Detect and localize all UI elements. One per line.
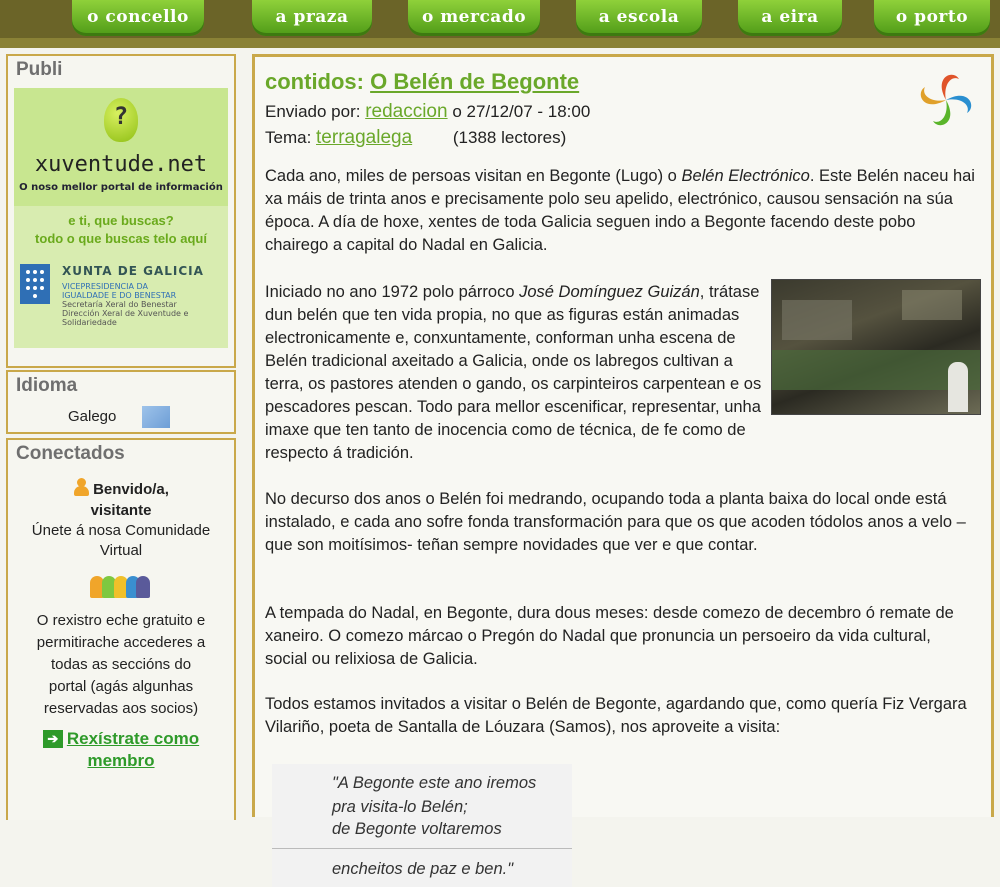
xuventude-ad-banner[interactable] [14, 88, 228, 348]
idioma-title: Idioma [16, 375, 78, 396]
info-line: reservadas aos socios) [43, 700, 199, 717]
idioma-box [6, 370, 236, 434]
nav-tab-concello[interactable]: o concello [72, 0, 204, 36]
conectados-box [6, 438, 236, 820]
poem-line: "A Begonte este ano iremos [332, 774, 537, 792]
nav-tab-mercado[interactable]: o mercado [408, 0, 540, 36]
ad-slogan-line-2: todo o que buscas telo aquí [35, 231, 207, 246]
article-paragraph-5: Todos estamos invitados a visitar o Belén de Begonte, agardando que, como quería Fiz Vergara Vilariño, poeta de Santalla de Lóuzara (Samos), nos aproveite a visita: [265, 695, 967, 736]
register-link[interactable]: Rexístrate como [66, 729, 200, 748]
article-paragraph-3: No decurso dos anos o Belén foi medrando, ocupando toda a planta baixa do local onde está instalado, e cada ano sofre fonda transformación para que os que acoden tódolos anos a velo –que son moitísimos- teñan sempre novidades que ver e que contar. [265, 490, 966, 554]
people-icon [90, 572, 150, 598]
poem-line: encheitos de paz e ben." [332, 860, 514, 878]
ad-top-panel [14, 88, 228, 206]
nav-tab-escola[interactable]: a escola [576, 0, 702, 36]
xunta-line: Secretaría Xeral do Benestar [62, 300, 177, 309]
belen-photo [771, 279, 981, 415]
nav-tab-porto[interactable]: o porto [874, 0, 990, 36]
xunta-block [20, 264, 224, 344]
xunta-line: Solidariedade [62, 318, 117, 327]
user-icon [73, 478, 89, 496]
quote-divider [272, 848, 572, 849]
nav-tab-praza[interactable]: a praza [252, 0, 372, 36]
sent-by-label: Enviado por: [265, 102, 361, 121]
ad-slogan [14, 212, 228, 248]
welcome-text: Benvido/a, [93, 481, 169, 498]
xunta-line: IGUALDADE E DO BENESTAR [62, 291, 177, 300]
flag-icon[interactable] [142, 406, 170, 428]
poem-line: de Begonte voltaremos [332, 820, 502, 838]
publi-title: Publi [16, 59, 63, 80]
article-topic [265, 127, 566, 149]
xunta-name: XUNTA DE GALICIA [62, 264, 204, 278]
article-paragraph-1: Cada ano, miles de persoas visitan en Begonte (Lugo) o Belén Electrónico. Este Belén naceu hai xa máis de trinta anos e precisamente polo seu apelido, electrónico, causou sensación na súa época. A día de hoxe, xentes de toda Galicia seguen indo a Begonte facendo deste pobo chairego a capital do Nadal en Galicia. [265, 167, 975, 254]
xuventude-logo-icon: ? [104, 98, 138, 142]
info-line: O rexistro eche gratuito e [36, 612, 206, 629]
topic-link[interactable]: terragalega [316, 127, 413, 148]
xunta-line: VICEPRESIDENCIA DA [62, 282, 148, 291]
xunta-line: Dirección Xeral de Xuventude e [62, 309, 189, 318]
ad-tagline: O noso mellor portal de información [19, 182, 223, 193]
pinwheel-logo-icon [913, 67, 979, 133]
article-heading: contidos: O Belén de Begonte [265, 69, 580, 94]
join-line-2: Virtual [99, 542, 143, 559]
readers-count: (1388 lectores) [452, 128, 567, 147]
xunta-logo-icon [20, 264, 50, 304]
join-line-1: Únete á nosa Comunidade [31, 522, 211, 539]
welcome-line [8, 478, 234, 501]
author-link[interactable]: redaccion [365, 101, 448, 122]
article-panel [252, 54, 994, 817]
section-label: contidos [265, 69, 357, 94]
register-link-line-2[interactable] [8, 750, 234, 773]
arrow-right-icon: ➔ [43, 730, 63, 748]
conectados-title: Conectados [16, 443, 125, 464]
nav-tab-eira[interactable]: a eira [738, 0, 842, 36]
topic-label: Tema: [265, 128, 312, 147]
poem-quote [272, 764, 572, 887]
article-sent-by [265, 101, 590, 123]
ad-brand: xuventude.net [34, 152, 208, 177]
info-line: todas as seccións do [50, 656, 192, 673]
post-date: o 27/12/07 - 18:00 [452, 102, 591, 121]
article-paragraph-2: Iniciado no ano 1972 polo párroco José Domínguez Guizán, trátase dun belén que ten vida propia, no que as figuras están animadas electronicamente e, conxuntamente, conforman unha escena de Belén tradicional axeitado a Galicia, onde os labregos cultivan a terra, os pastores atenden o gando, os carpinteiros carpentean e os pescadores pescan. Todo para mellor escenificar, representar, unha imaxe que ten tanto de inocencia como de técnica, de fe como de respecto á tradición. [265, 283, 762, 462]
top-nav-bar [0, 0, 1000, 48]
publi-box [6, 54, 236, 368]
article-title-link[interactable]: O Belén de Begonte [370, 69, 580, 94]
register-link-line-1[interactable] [8, 728, 234, 751]
language-select[interactable]: Galego [68, 408, 117, 425]
ad-slogan-line-1: e ti, que buscas? [68, 213, 174, 228]
visitor-label: visitante [90, 502, 152, 519]
info-line: permitirache accederes a [36, 634, 206, 651]
article-paragraph-4: A tempada do Nadal, en Begonte, dura dous meses: desde comezo de decembro ó remate de xaneiro. O comezo márcao o Pregón do Nadal que pronuncia un persoeiro da vida cultural, social ou relixiosa de Galicia. [265, 604, 954, 668]
register-link-continued[interactable]: membro [87, 751, 155, 770]
poem-line: pra visita-lo Belén; [332, 798, 468, 816]
info-line: portal (agás algunhas [48, 678, 194, 695]
nav-bar-edge [0, 38, 1000, 48]
